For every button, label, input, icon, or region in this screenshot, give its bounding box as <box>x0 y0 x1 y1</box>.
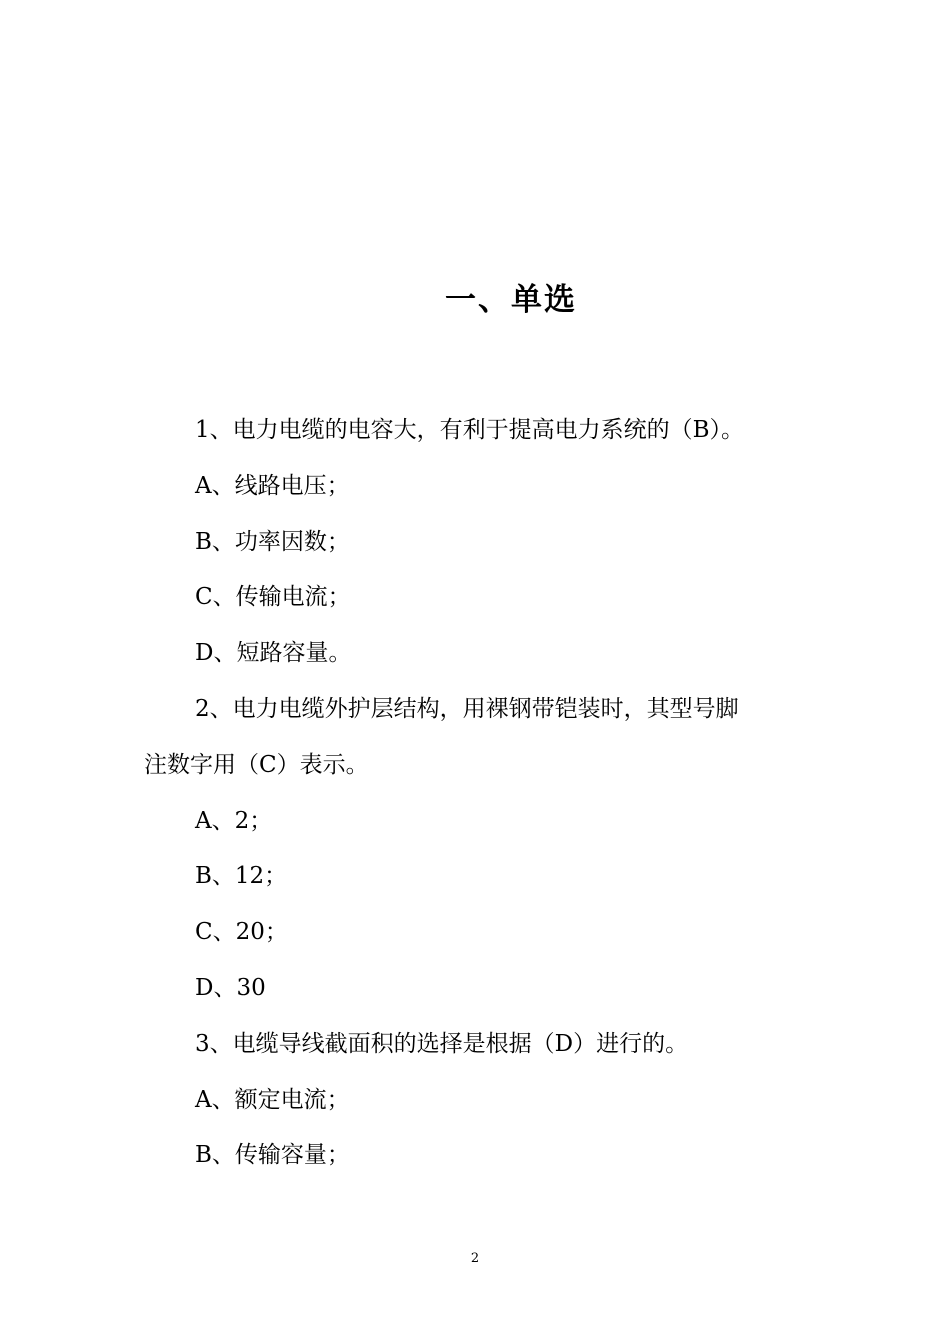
question-content <box>144 403 816 1184</box>
question-1-stem: 1、电力电缆的电容大，有利于提高电力系统的（B）。 <box>195 417 745 443</box>
question-1-option-a: A、线路电压； <box>195 472 350 499</box>
section-title: 一、单选 <box>445 282 577 318</box>
question-3-stem: 3、电缆导线截面积的选择是根据（D）进行的。 <box>195 1030 689 1057</box>
question-1-option-d: D、短路容量。 <box>195 640 352 667</box>
question-2-option-a: A、2； <box>195 807 273 834</box>
question-2-option-d: D、30 <box>195 974 266 1001</box>
question-2-stem: 2、电力电缆外护层结构，用裸钢带铠装时，其型号脚 <box>195 695 739 722</box>
question-3-option-b: B、传输容量； <box>195 1142 350 1169</box>
question-2-option-b: B、12； <box>195 863 288 890</box>
question-3-option-a: A、额定电流； <box>195 1086 350 1113</box>
question-1-option-b: B、功率因数； <box>195 528 350 555</box>
question-2-option-c: C、20； <box>195 919 288 946</box>
question-1-option-c: C、传输电流； <box>195 584 351 611</box>
question-2-stem-continued: 注数字用（C）表示。 <box>144 751 369 778</box>
page-number: 2 <box>470 1251 480 1266</box>
